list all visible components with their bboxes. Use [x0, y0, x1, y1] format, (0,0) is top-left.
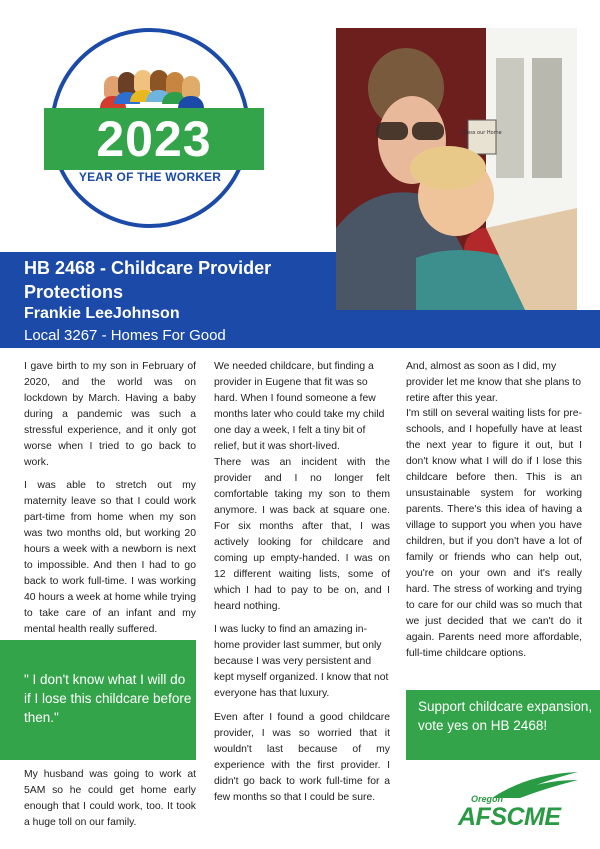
- logo-subtitle: YEAR OF THE WORKER: [78, 170, 222, 184]
- col2-paragraph-4: Even after I found a good childcare provider, I was so worried that it wouldn't last because of my experience with the first provider. I didn't go back to work full-time for a few months so that I could be sure.: [214, 712, 390, 803]
- union-local: Local 3267 - Homes For Good: [24, 327, 226, 344]
- workers-illustration: [104, 70, 200, 110]
- afscme-wordmark: AFSCME: [458, 803, 561, 831]
- col3-paragraph-1: And, almost as soon as I did, my provider let me know that she plans to retire after this year.: [406, 361, 582, 404]
- call-to-action: Support childcare expansion, vote yes on HB 2468!: [418, 699, 593, 733]
- col2-paragraph-2: There was an incident with the provider and I no longer felt comfortable taking my son to them anymore. I was back at square one. For six months after that, I was actively looking for childcare and coming up empty-handed. I was on 12 different waiting lists, some of which I had to pay to be on, and I heard nothing.: [214, 457, 390, 612]
- author-name: Frankie LeeJohnson: [24, 305, 180, 322]
- col1-paragraph-1: I gave birth to my son in February of 2020, and the world was on lockdown by March. Having a baby during a pandemic was such a stressful experience, and it only got worse when I tried to go back to work.: [24, 361, 196, 468]
- col2-paragraph-1: We needed childcare, but finding a provider in Eugene that fit was so hard. When I found someone a few months later who could take my child one day a week, I felt a tiny bit of relief, but it was short-lived.: [214, 361, 385, 452]
- pull-quote: " I don't know what I will do if I lose this childcare before then.": [24, 672, 192, 725]
- parent-child-photo: [336, 28, 577, 312]
- afscme-region: Oregon: [471, 794, 504, 804]
- sign-text: Bless our Home: [462, 130, 502, 136]
- col1-paragraph-3: My husband was going to work at 5AM so he could get home early enough that I could work, too. It took a huge toll on our family.: [24, 769, 196, 828]
- page-title: HB 2468 - Childcare Provider Protections: [24, 258, 272, 302]
- logo-year: 2023: [96, 111, 212, 167]
- title-band-extension: [336, 310, 600, 348]
- col3-paragraph-2: I'm still on several waiting lists for pre-schools, and I hopefully have at least the next year to figure it out, but I don't know what I will do if I lose this childcare before then. This is an unsustainable system for working parents. There's this idea of having a village to support you when you have children, but if you don't have a lot of family or friends who can help out, you're on your own and it's really hard. The stress of working and trying to care for our child was so much that we just decided that we can't do it again. Parents need more affordable, full-time childcare options.: [406, 408, 582, 659]
- col2-paragraph-3: I was lucky to find an amazing in-home provider last summer, but only because I was very persistent and kept myself organized. I know that not everyone has that luxury.: [214, 624, 389, 699]
- col1-paragraph-2: I was able to stretch out my maternity leave so that I could work part-time from home when my son was two months old, but working 20 hours a week with a newborn is next to impossible. And then I had to go back to work full-time. I was working 40 hours a week at home while trying to take care of an infant and my mental health really suffered.: [24, 480, 196, 635]
